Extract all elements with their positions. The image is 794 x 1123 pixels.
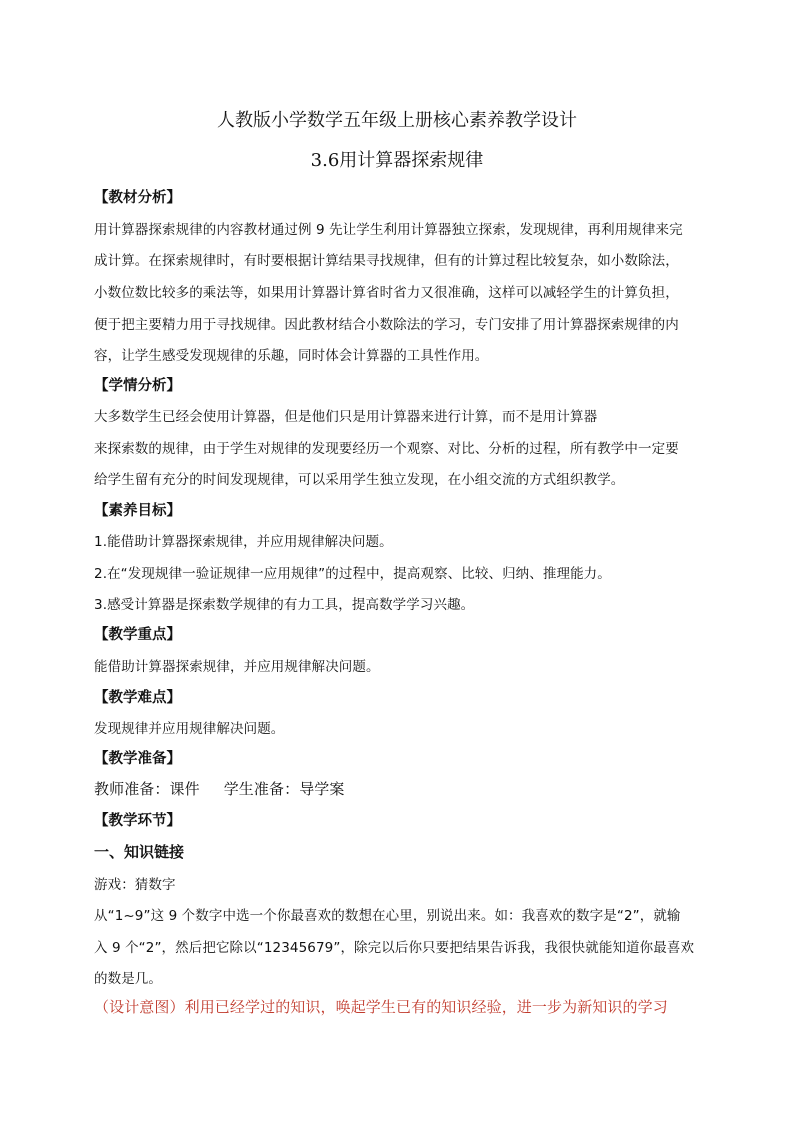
learner-analysis-line: 大多数学生已经会使用计算器，但是他们只是用计算器来进行计算，而不是用计算器: [94, 409, 598, 425]
document-title: 人教版小学数学五年级上册核心素养教学设计: [217, 110, 577, 131]
student-preparation: 学生准备：导学案: [223, 780, 345, 798]
learner-analysis-line: 给学生留有充分的时间发现规律，可以采用学生独立发现，在小组交流的方式组织教学。: [94, 472, 625, 488]
design-intent: （设计意图）利用已经学过的知识，唤起学生已有的知识经验，进一步为新知识的学习: [94, 998, 668, 1016]
learner-analysis-line: 来探索数的规律，由于学生对规律的发现要经历一个观察、对比、分析的过程，所有教学中一定要: [94, 441, 679, 457]
heading-teaching-steps: 【教学环节】: [94, 813, 181, 829]
heading-learner-analysis: 【学情分析】: [94, 378, 181, 394]
game-instruction-line: 从“1~9”这 9 个数字中选一个你最喜欢的数想在心里，别说出来。如：我喜欢的数字是“2”，就输: [94, 908, 681, 924]
goal-item: 1.能借助计算器探索规律，并应用规律解决问题。: [94, 534, 393, 550]
textbook-analysis-line: 用计算器探索规律的内容教材通过例 9 先让学生利用计算器独立探索，发现规律，再利用规律来完: [94, 222, 683, 238]
game-instruction-line: 入 9 个“2”，然后把它除以“12345679”，除完以后你只要把结果告诉我，我很快就能知道你最喜欢: [94, 940, 695, 956]
game-title: 游戏：猜数字: [94, 877, 176, 893]
textbook-analysis-line: 容，让学生感受发现规律的乐趣，同时体会计算器的工具性作用。: [94, 348, 489, 364]
part1-heading: 一、知识链接: [94, 843, 185, 861]
heading-key-points: 【教学重点】: [94, 627, 181, 643]
lesson-title: 3.6用计算器探索规律: [310, 150, 484, 171]
teacher-preparation: 教师准备：课件: [94, 780, 200, 798]
preparation-line: [94, 778, 345, 799]
textbook-analysis-line: 小数位数比较多的乘法等，如果用计算器计算省时省力又很准确，这样可以减轻学生的计算负担，: [94, 285, 679, 301]
heading-textbook-analysis: 【教材分析】: [94, 190, 181, 206]
goal-item: 2.在“发现规律一验证规律一应用规律”的过程中，提高观察、比较、归纳、推理能力。: [94, 566, 611, 582]
goal-item: 3.感受计算器是探索数学规律的有力工具，提高数学学习兴趣。: [94, 597, 475, 613]
heading-difficulties: 【教学难点】: [94, 690, 181, 706]
heading-literacy-goals: 【素养目标】: [94, 503, 181, 519]
difficulties-text: 发现规律并应用规律解决问题。: [94, 721, 285, 737]
game-instruction-line: 的数是几。: [94, 971, 162, 987]
key-points-text: 能借助计算器探索规律，并应用规律解决问题。: [94, 659, 380, 675]
heading-preparation: 【教学准备】: [94, 751, 181, 767]
textbook-analysis-line: 便于把主要精力用于寻找规律。因此教材结合小数除法的学习，专门安排了用计算器探索规律的内: [94, 317, 679, 333]
textbook-analysis-line: 成计算。在探索规律时，有时要根据计算结果寻找规律，但有的计算过程比较复杂，如小数除法，: [94, 253, 679, 269]
